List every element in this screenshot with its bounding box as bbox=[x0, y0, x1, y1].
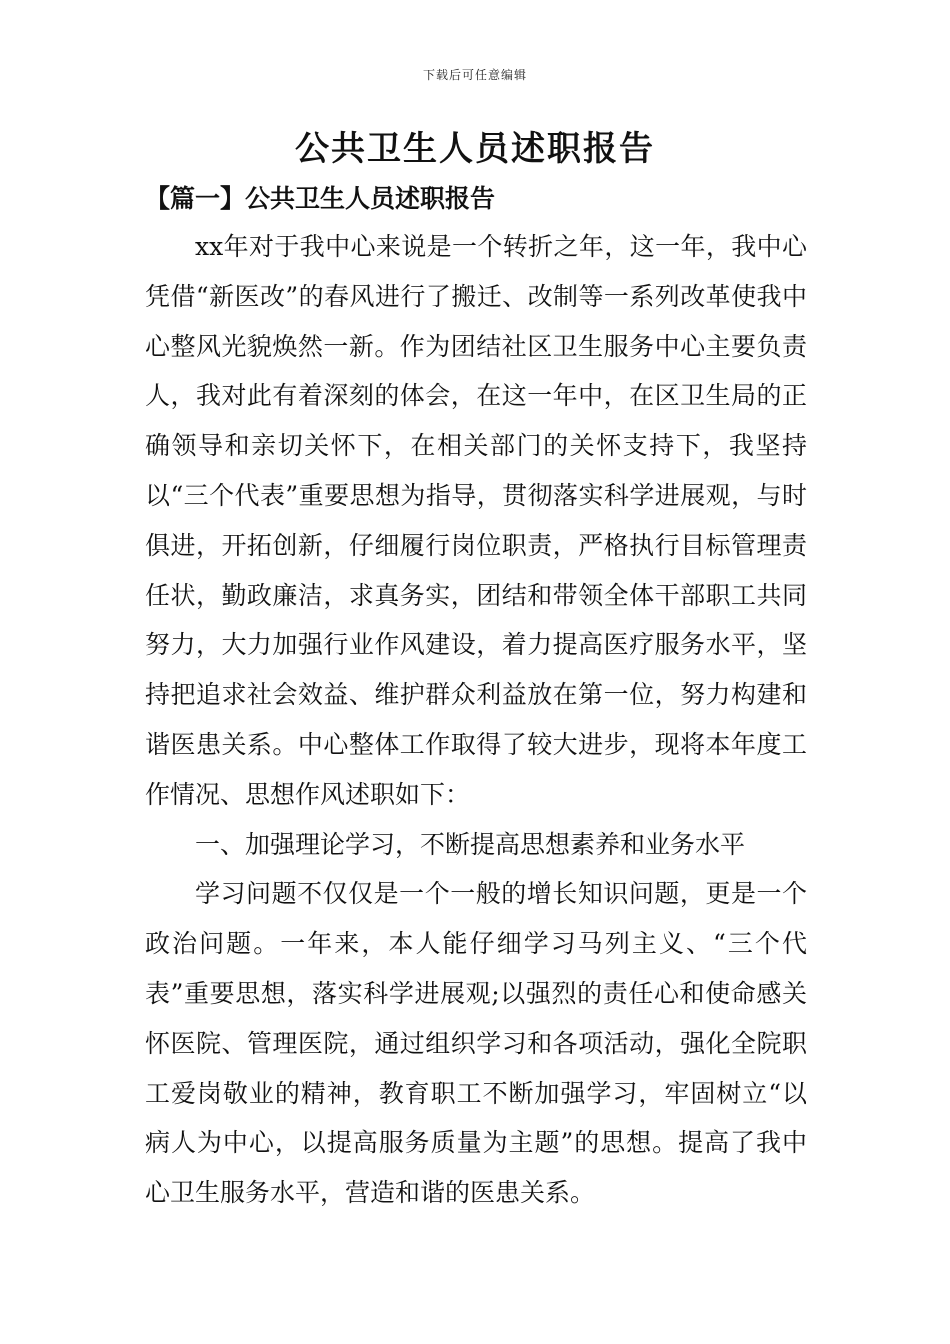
header-note: 下载后可任意编辑 bbox=[422, 68, 527, 82]
paragraph-study: 学习问题不仅仅是一个一般的增长知识问题，更是一个政治问题。一年来，本人能仔细学习马列主义、“三个代表”重要思想，落实科学进展观;以强烈的责任心和使命感关怀医院、管理医院，通过组织学习和各项活动，强化全院职工爱岗敬业的精神，教育职工不断加强学习，牢固树立“以病人为中心，以提高服务质量为主题”的思想。提高了我中心卫生服务水平，营造和谐的医患关系。 bbox=[145, 879, 807, 1208]
subheading-theory-study: 一、加强理论学习，不断提高思想素养和业务水平 bbox=[195, 829, 746, 859]
paragraph-intro: xx年对于我中心来说是一个转折之年，这一年，我中心凭借“新医改”的春风进行了搬迁、改制等一系列改革使我中心整风光貌焕然一新。作为团结社区卫生服务中心主要负责人，我对此有着深刻的体会，在这一年中，在区卫生局的正确领导和亲切关怀下，在相关部门的关怀支持下，我坚持以“三个代表”重要思想为指导，贯彻落实科学进展观，与时俱进，开拓创新，仔细履行岗位职责，严格执行目标管理责任状，勤政廉洁，求真务实，团结和带领全体干部职工共同努力，大力加强行业作风建设，着力提高医疗服务水平，坚持把追求社会效益、维护群众利益放在第一位，努力构建和谐医患关系。中心整体工作取得了较大进步，现将本年度工作情况、思想作风述职如下： bbox=[145, 232, 807, 809]
document-title: 公共卫生人员述职报告 bbox=[295, 129, 655, 169]
section-heading: 【篇一】公共卫生人员述职报告 bbox=[145, 184, 496, 213]
document-body bbox=[145, 222, 807, 1218]
